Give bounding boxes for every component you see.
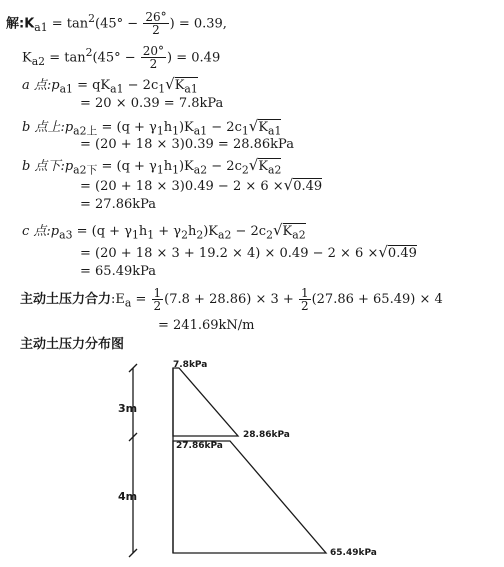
lower-layer-diagram xyxy=(173,441,326,553)
point-c-calc: = (20 + 18 × 3 + 19.2 × 4) × 0.49 − 2 × 6 ×√0.49 xyxy=(80,243,417,261)
point-b-lower-calc: = (20 + 18 × 3)0.49 − 2 × 6 ×√0.49 xyxy=(80,176,323,194)
ka1-equation: 解$:K_{a1} = \tan^2(45^\circ$ − $\frac{26^\circ}{2}$ ) = 0.39, xyxy=(6,10,227,38)
diagram-title: 主动土压力分布图 xyxy=(20,337,125,352)
sqrt-icon: √ xyxy=(248,156,259,174)
point-c-formula: c 点$:p_{a3} = (q + \gamma_1h_1 + \gamma_2h_2)K_{a2} - 2c_2√K_{a2}$ xyxy=(22,221,306,242)
sqrt-icon: √ xyxy=(272,221,283,239)
dimension-tick-top xyxy=(129,364,137,372)
point-b-lower-value: = 27.86kPa xyxy=(80,197,157,212)
dimension-tick-mid xyxy=(129,433,137,441)
ka2-equation: $K_{a2} = \tan^2(45^\circ$ − $\frac{20^\circ}{2}$ ) = 0.49 xyxy=(22,44,221,72)
dimension-tick-bottom xyxy=(129,549,137,557)
ka2-fraction: $\frac{20^\circ}{2}$ xyxy=(142,44,165,72)
point-a-value: = 20 × 0.39 = 7.8kPa xyxy=(80,96,224,111)
point-b-upper-value: = (20 + 18 × 3)0.39 = 28.86kPa xyxy=(80,137,294,152)
b-upper-pressure-label: 28.86kPa xyxy=(243,430,290,440)
point-b-upper-formula: b 点上$:p_{a2上} = (q + \gamma_1h_1)K_{a1} - 2c_1√K_{a1}$ xyxy=(22,117,282,138)
dimension-upper-label: 3m xyxy=(118,402,138,415)
upper-layer-diagram xyxy=(173,368,238,436)
sqrt-icon: √ xyxy=(248,117,259,135)
point-a-formula: a 点$:p_{a1} = qK_{a1} - 2c_1√K_{a1}$ xyxy=(22,75,198,96)
ka1-fraction: $\frac{26^\circ}{2}$ xyxy=(145,10,167,38)
sqrt-icon: √ xyxy=(165,75,175,93)
sqrt-icon: √ xyxy=(378,243,388,261)
point-c-value: = 65.49kPa xyxy=(80,264,157,279)
c-pressure-label: 65.49kPa xyxy=(330,548,377,558)
resultant-value: = 241.69kN/m xyxy=(158,318,255,333)
point-b-lower-formula: b 点下$:p_{a2下} = (q + \gamma_1h_1)K_{a2} - 2c_2√K_{a2}$ xyxy=(22,156,282,177)
b-lower-pressure-label: 27.86kPa xyxy=(176,441,223,451)
sqrt-icon: √ xyxy=(283,176,294,194)
top-pressure-label: 7.8kPa xyxy=(173,360,208,370)
half-fraction: $\frac{1}{2}$ xyxy=(153,286,162,313)
half-fraction: $\frac{1}{2}$ xyxy=(300,286,309,313)
dimension-lower-label: 4m xyxy=(118,490,138,503)
resultant-formula: 主动土压力合力$:E_a$ = $\frac{1}{2}$ (7.8 + 28.86) × 3 + $\frac{1}{2}$ (27.86 + 65.49) × 4 xyxy=(20,286,443,313)
